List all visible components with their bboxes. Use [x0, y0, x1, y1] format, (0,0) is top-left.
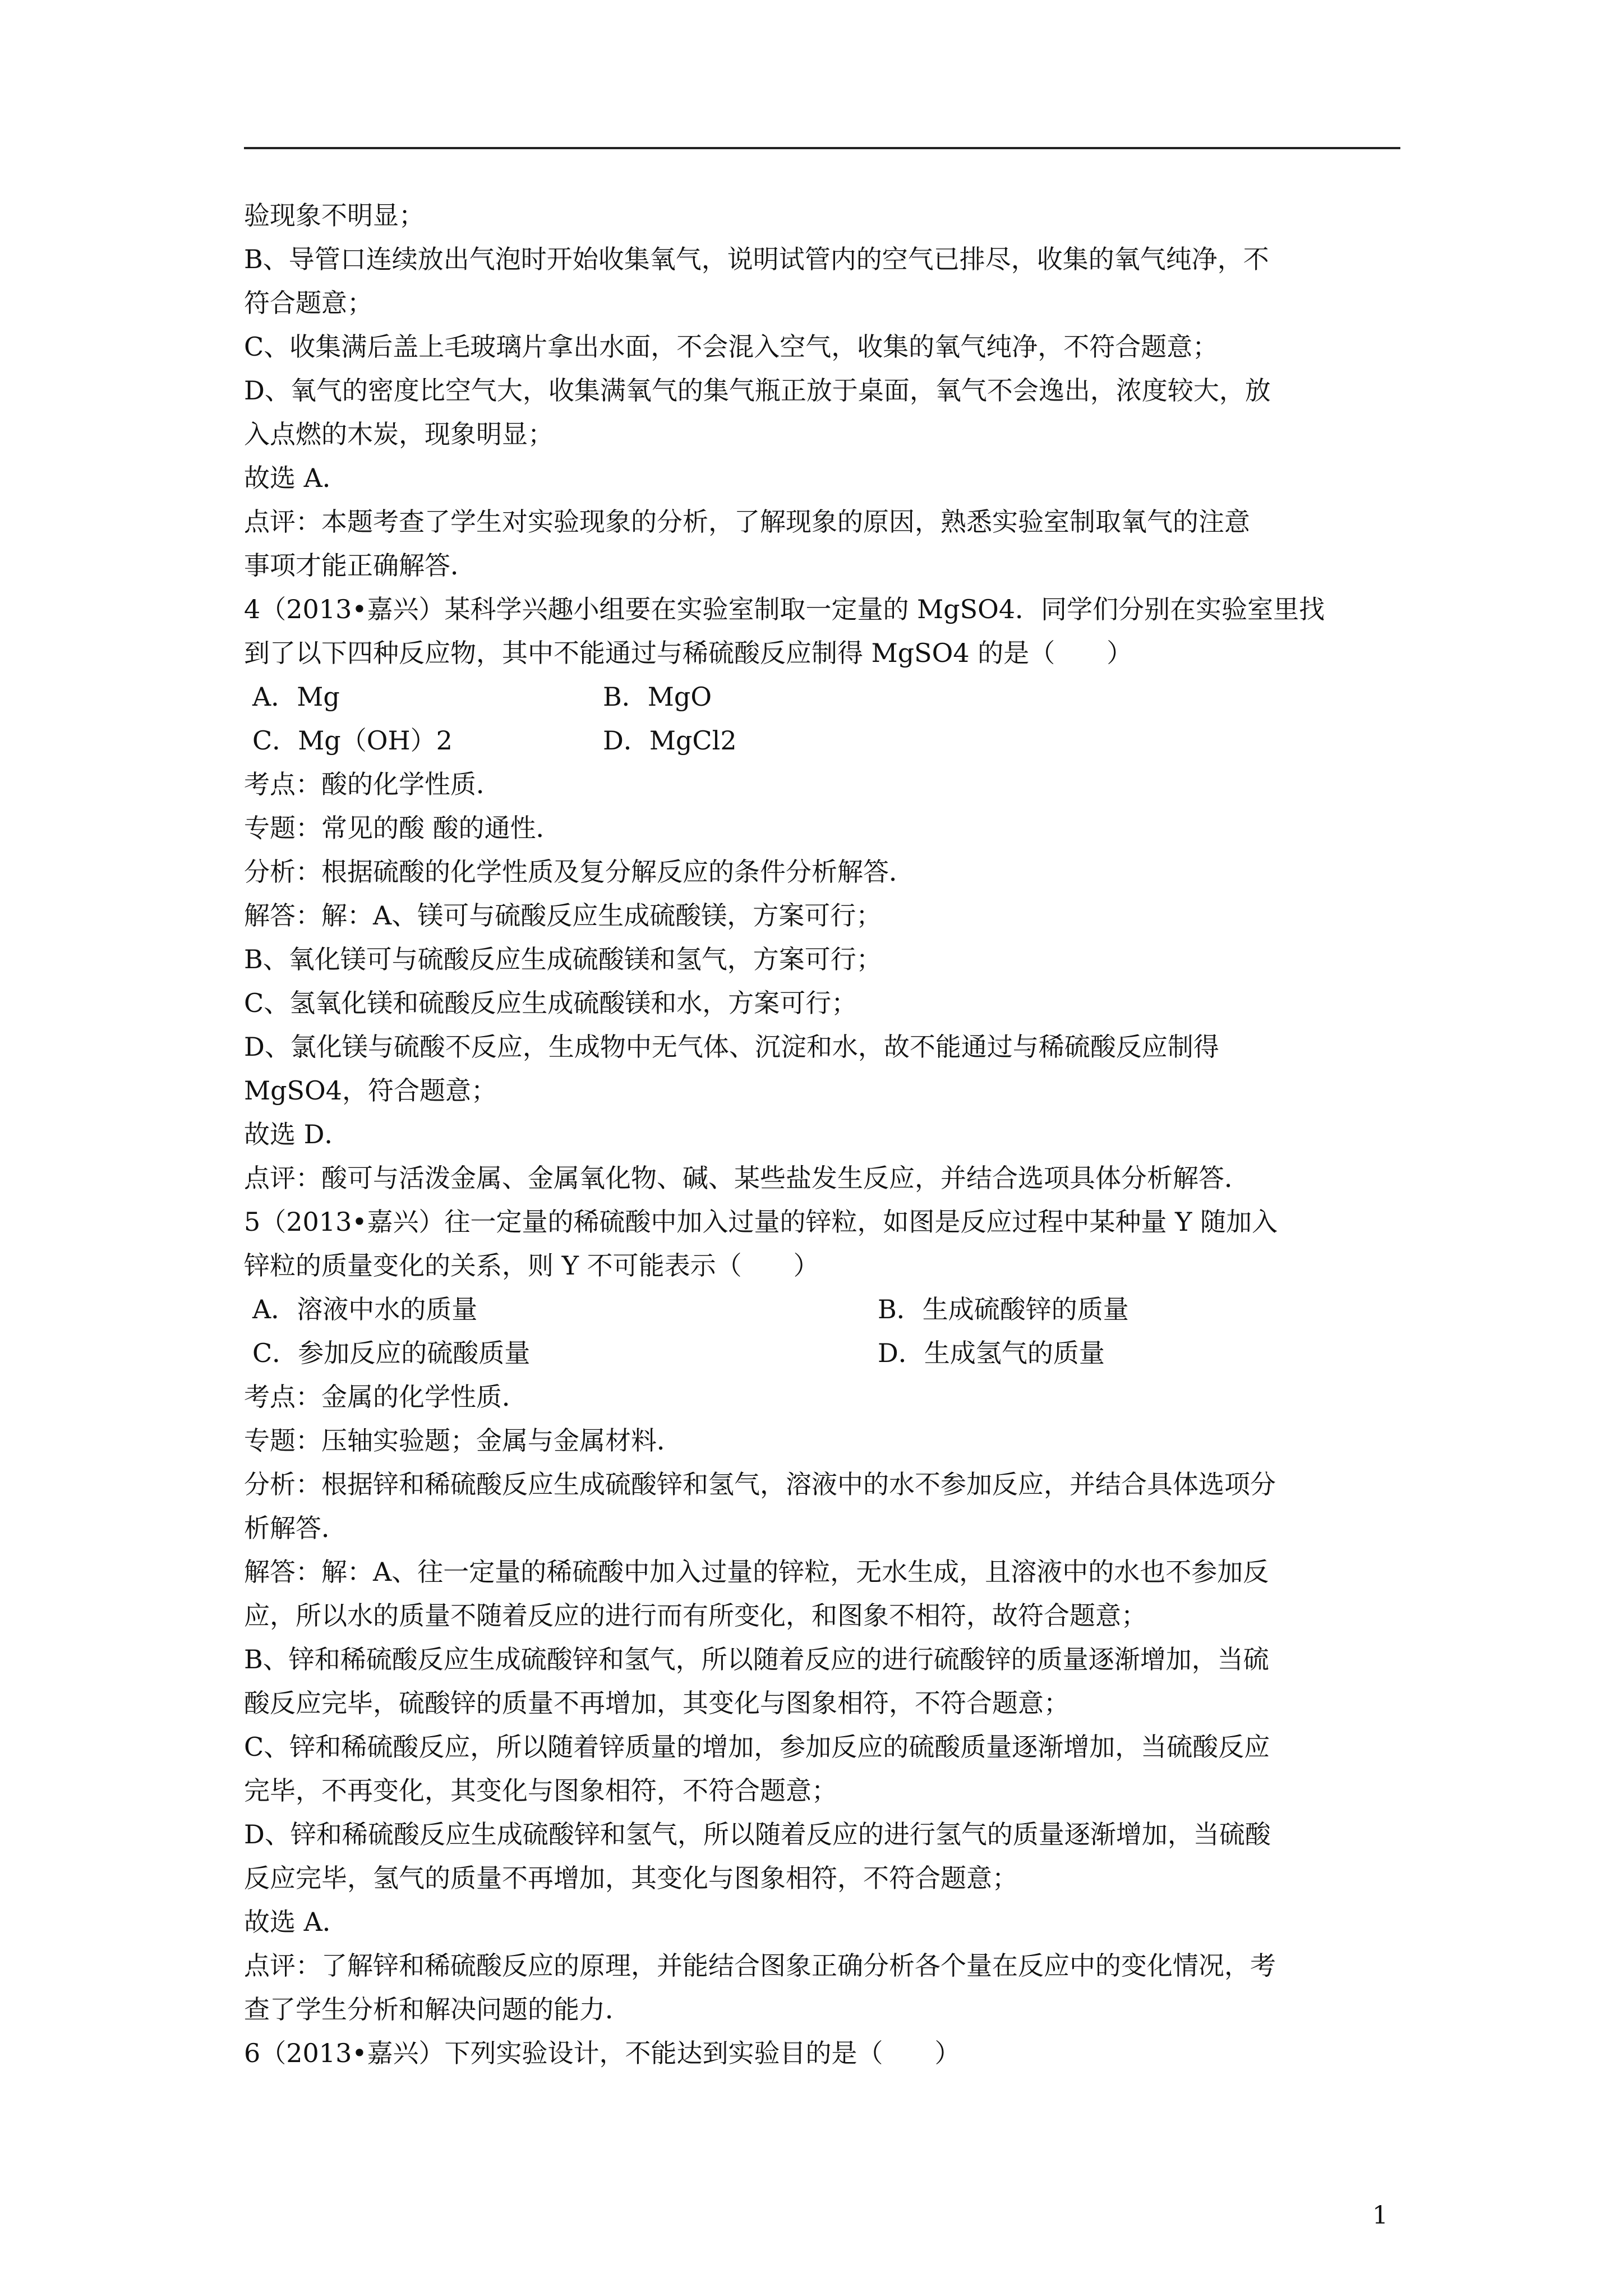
- text-line: 考点：酸的化学性质．: [244, 769, 502, 799]
- question-4-options-row: [244, 675, 1408, 719]
- text-line: 考点：金属的化学性质．: [244, 1382, 528, 1412]
- answer-line: 故选 A．: [244, 463, 348, 493]
- text-line: B、导管口连续放出气泡时开始收集氧气，说明试管内的空气已排尽，收集的氧气纯净，不: [244, 244, 1269, 274]
- page-number: 1: [1372, 2201, 1388, 2230]
- text-line: 完毕，不再变化，其变化与图象相符，不符合题意；: [244, 1775, 837, 1806]
- option-d: D．生成氢气的质量: [878, 1338, 1105, 1368]
- text-line: D、氯化镁与硫酸不反应，生成物中无气体、沉淀和水，故不能通过与稀硫酸反应制得: [244, 1032, 1219, 1062]
- option-a: A．溶液中水的质量: [252, 1294, 478, 1324]
- comment-line: 点评：酸可与活泼金属、金属氧化物、碱、某些盐发生反应，并结合选项具体分析解答．: [244, 1163, 1250, 1193]
- text-line: MgSO4，符合题意；: [244, 1075, 497, 1106]
- text-line: 析解答．: [244, 1513, 347, 1543]
- text-line: 验现象不明显；: [244, 200, 425, 231]
- text-line: B、锌和稀硫酸反应生成硫酸锌和氢气，所以随着反应的进行硫酸锌的质量逐渐增加，当硫: [244, 1644, 1269, 1674]
- text-line: 解答：解：A、镁可与硫酸反应生成硫酸镁，方案可行；: [244, 900, 882, 931]
- text-line: D、氧气的密度比空气大，收集满氧气的集气瓶正放于桌面，氧气不会逸出，浓度较大，放: [244, 375, 1271, 406]
- text-line: 分析：根据硫酸的化学性质及复分解反应的条件分析解答．: [244, 857, 915, 887]
- text-line: 应，所以水的质量不随着反应的进行而有所变化，和图象不相符，故符合题意；: [244, 1600, 1147, 1631]
- option-c: C．Mg（OH）2: [252, 725, 453, 756]
- text-line: 专题：常见的酸 酸的通性．: [244, 813, 562, 843]
- answer-line: 故选 A．: [244, 1907, 348, 1937]
- question-4-stem: 到了以下四种反应物，其中不能通过与稀硫酸反应制得 MgSO4 的是（ ）: [244, 638, 1133, 668]
- question-5-options-row: [244, 1331, 1408, 1375]
- comment-line: 查了学生分析和解决问题的能力．: [244, 1994, 631, 2024]
- question-5-options-row: [244, 1287, 1408, 1331]
- text-line: 解答：解：A、往一定量的稀硫酸中加入过量的锌粒，无水生成，且溶液中的水也不参加反: [244, 1557, 1269, 1587]
- option-b: B．MgO: [603, 682, 712, 712]
- comment-line: 点评：了解锌和稀硫酸反应的原理，并能结合图象正确分析各个量在反应中的变化情况，考: [244, 1950, 1276, 1981]
- text-line: B、氧化镁可与硫酸反应生成硫酸镁和氢气，方案可行；: [244, 944, 882, 974]
- option-b: B．生成硫酸锌的质量: [878, 1294, 1129, 1324]
- text-line: C、锌和稀硫酸反应，所以随着锌质量的增加，参加反应的硫酸质量逐渐增加，当硫酸反应: [244, 1732, 1270, 1762]
- text-line: 符合题意；: [244, 288, 373, 318]
- option-c: C．参加反应的硫酸质量: [252, 1338, 531, 1368]
- text-line: 专题：压轴实验题；金属与金属材料．: [244, 1425, 683, 1456]
- comment-line: 事项才能正确解答．: [244, 550, 476, 581]
- text-line: D、锌和稀硫酸反应生成硫酸锌和氢气，所以随着反应的进行氢气的质量逐渐增加，当硫酸: [244, 1819, 1271, 1849]
- question-5-stem: 5（2013•嘉兴）往一定量的稀硫酸中加入过量的锌粒，如图是反应过程中某种量 Y 随加入: [244, 1207, 1278, 1237]
- header-rule: [244, 147, 1400, 149]
- question-6-stem: 6（2013•嘉兴）下列实验设计，不能达到实验目的是（ ）: [244, 2038, 961, 2068]
- comment-line: 点评：本题考查了学生对实验现象的分析，了解现象的原因，熟悉实验室制取氧气的注意: [244, 507, 1250, 537]
- answer-line: 故选 D．: [244, 1119, 351, 1149]
- text-line: 入点燃的木炭，现象明显；: [244, 419, 554, 449]
- question-5-stem: 锌粒的质量变化的关系，则 Y 不可能表示（ ）: [244, 1250, 819, 1281]
- page-content: [244, 194, 1408, 2075]
- text-line: C、收集满后盖上毛玻璃片拿出水面，不会混入空气，收集的氧气纯净，不符合题意；: [244, 332, 1219, 362]
- text-line: 酸反应完毕，硫酸锌的质量不再增加，其变化与图象相符，不符合题意；: [244, 1688, 1069, 1718]
- option-d: D．MgCl2: [603, 725, 737, 756]
- question-4-stem: 4（2013•嘉兴）某科学兴趣小组要在实验室制取一定量的 MgSO4．同学们分别在实验室里找: [244, 594, 1325, 624]
- text-line: C、氢氧化镁和硫酸反应生成硫酸镁和水，方案可行；: [244, 988, 857, 1018]
- text-line: 分析：根据锌和稀硫酸反应生成硫酸锌和氢气，溶液中的水不参加反应，并结合具体选项分: [244, 1469, 1276, 1499]
- text-line: 反应完毕，氢气的质量不再增加，其变化与图象相符，不符合题意；: [244, 1863, 1018, 1893]
- option-a: A．Mg: [252, 682, 340, 712]
- question-4-options-row: [244, 719, 1408, 762]
